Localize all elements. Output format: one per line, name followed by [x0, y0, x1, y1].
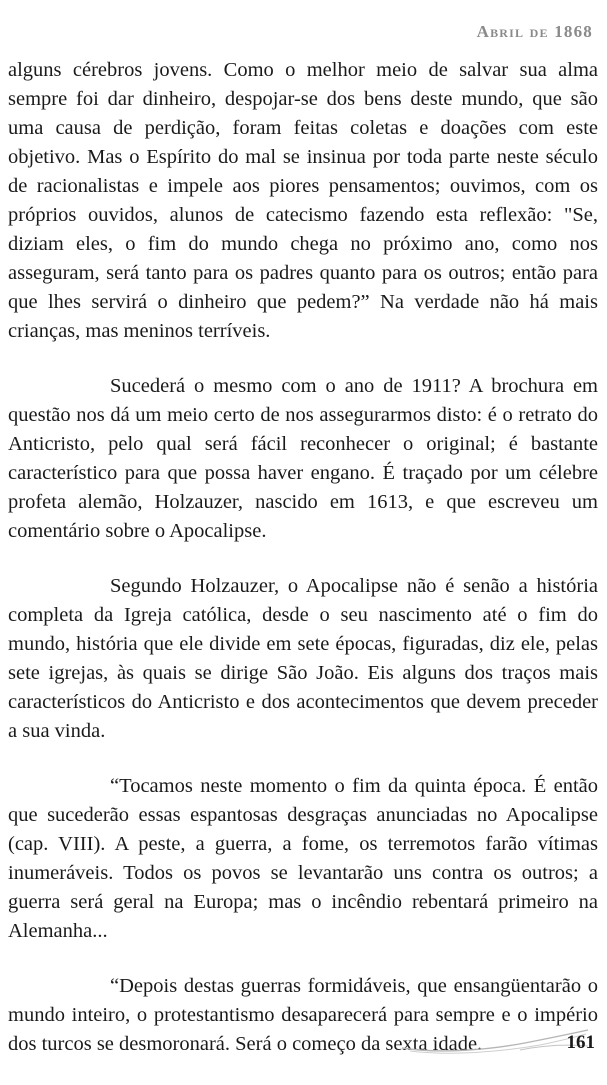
paragraph-1: alguns cérebros jovens. Como o melhor meio de salvar sua alma sempre foi dar dinheiro, despojar-se dos bens deste mundo, que são uma causa de perdição, foram feitas coletas e doações com este objetivo. Mas o Espírito do mal se insinua por toda parte neste século de racionalistas e impele aos piores pensamentos; ouvimos, com os próprios ouvidos, alunos de catecismo fazendo esta reflexão: "Se, diziam eles, o fim do mundo chega no próximo ano, como nos asseguram, será tanto para os padres quanto para os outros; então para que lhes servirá o dinheiro que pedem?” Na verdade não há mais crianças, mas meninos terríveis.: [8, 59, 598, 342]
paragraph-5: “Depois destas guerras formidáveis, que ensangüentarão o mundo inteiro, o protestantismo desaparecerá para sempre e o império dos turcos se desmoronará. Será o começo da sexta idade.: [8, 975, 598, 1055]
footer-swash-ornament: [400, 1020, 590, 1060]
running-header: Abril de 1868: [476, 22, 593, 41]
paragraph-4: “Tocamos neste momento o fim da quinta época. É então que sucederão essas espantosas desgraças anunciadas no Apocalipse (cap. VIII). A peste, a guerra, a fome, os terremotos farão vítimas inumeráveis. Todos os povos se levantarão uns contra os outros; a guerra será geral na Europa; mas o incêndio rebentará primeiro na Alemanha...: [8, 775, 598, 942]
page-number: 161: [566, 1032, 595, 1053]
paragraph-2: Sucederá o mesmo com o ano de 1911? A brochura em questão nos dá um meio certo de nos assegurarmos disto: é o retrato do Anticristo, pelo qual será fácil reconhecer o original; é bastante característico para que possa haver engano. É traçado por um célebre profeta alemão, Holzauzer, nascido em 1613, e que escreveu um comentário sobre o Apocalipse.: [8, 375, 598, 542]
page-body: [8, 56, 598, 1085]
paragraph-3: Segundo Holzauzer, o Apocalipse não é senão a história completa da Igreja católica, desde o seu nascimento até o fim do mundo, história que ele divide em sete épocas, figuradas, diz ele, pelas sete igrejas, às quais se dirige São João. Eis alguns dos traços mais característicos do Anticristo e dos acontecimentos que devem preceder a sua vinda.: [8, 575, 598, 742]
